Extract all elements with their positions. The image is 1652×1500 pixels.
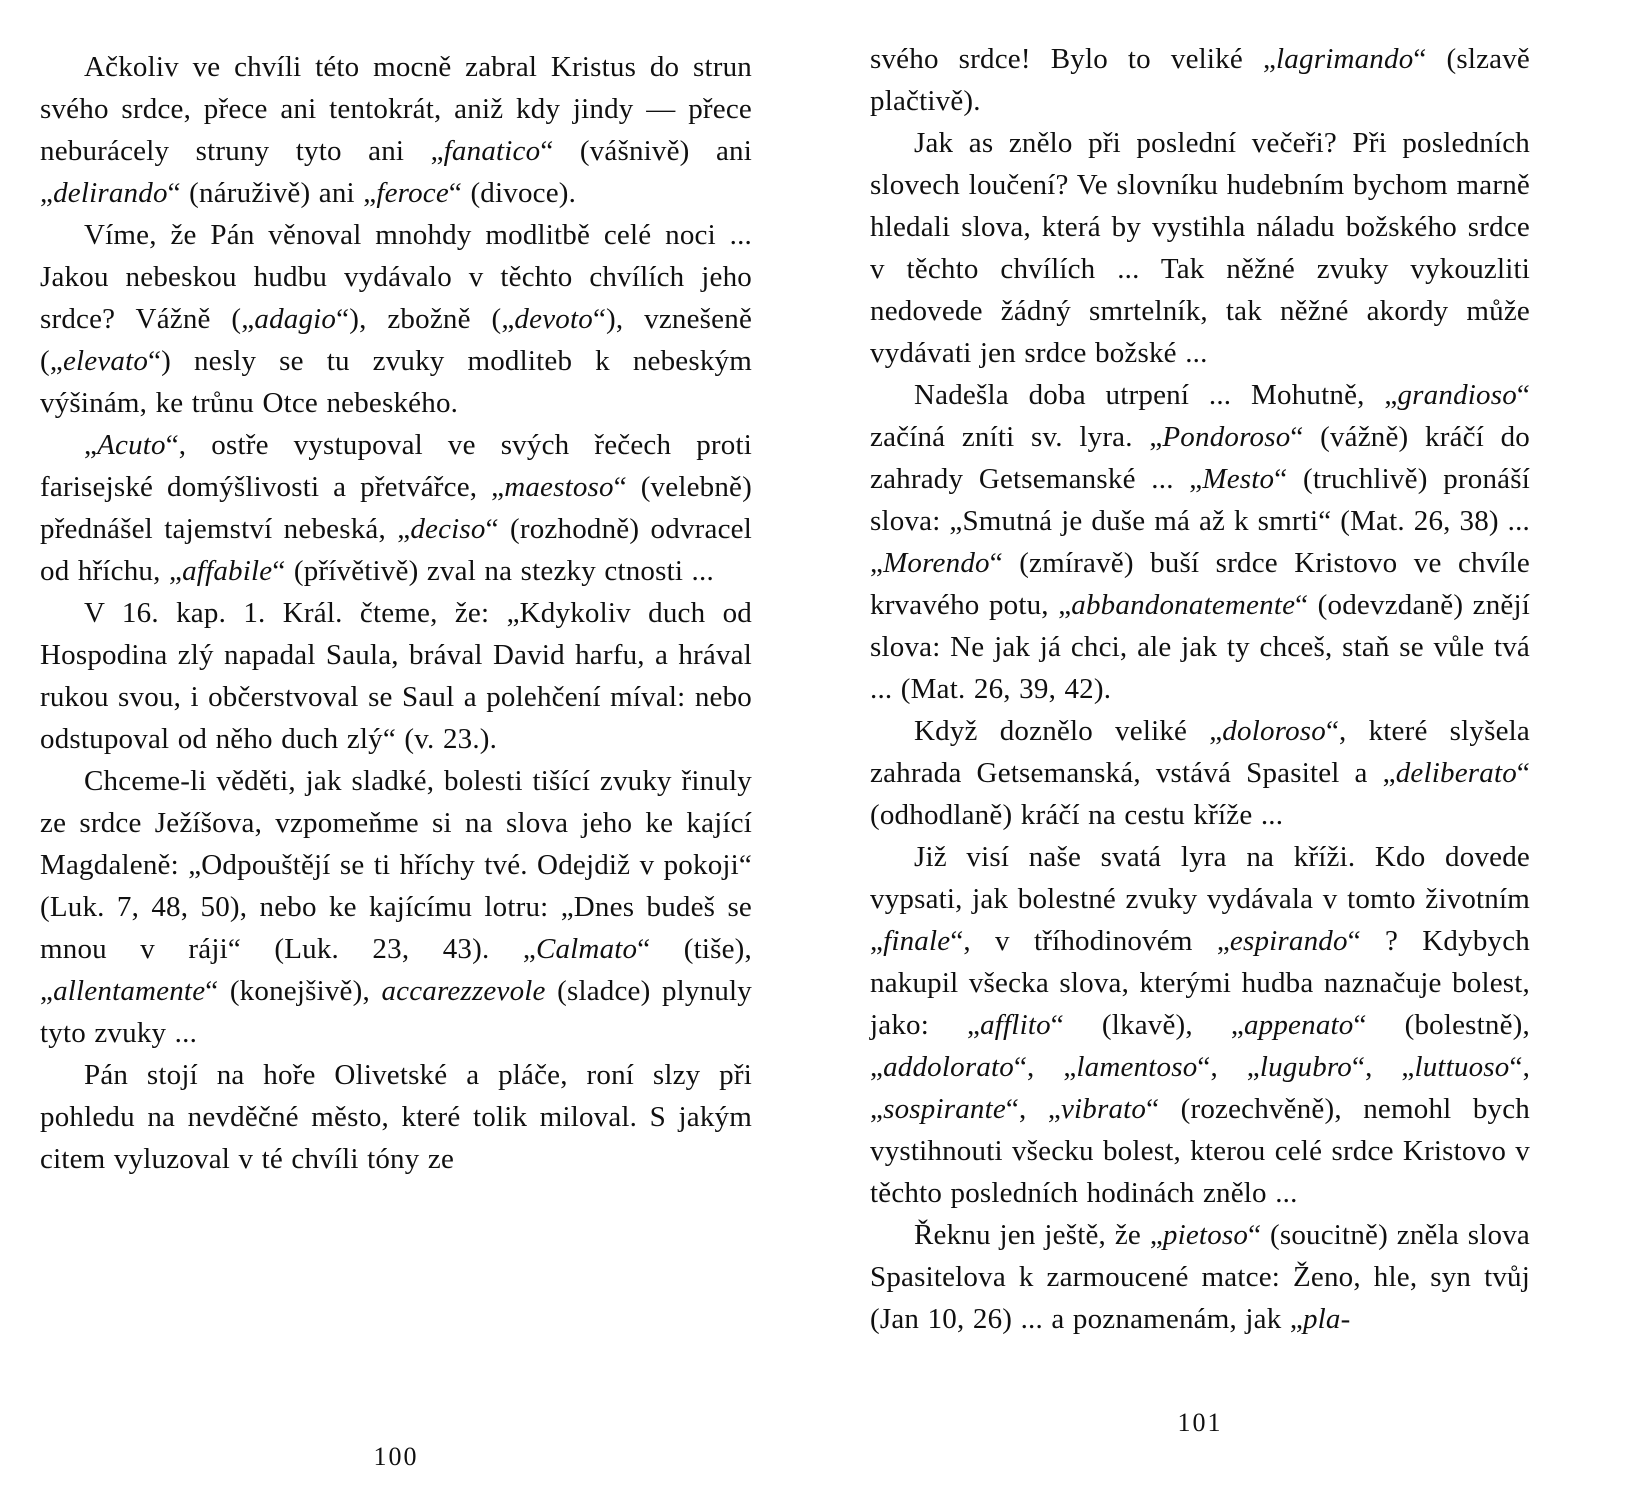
musical-term: luttuoso: [1414, 1051, 1510, 1083]
musical-term: appenato: [1243, 1009, 1354, 1041]
musical-term: pla-: [1302, 1303, 1351, 1335]
paragraph: Chceme-li věděti, jak sladké, bolesti tišící zvuky řinuly ze srdce Ježíšova, vzpomeňme si na slova jeho ke kající Magdaleně: „Odpouštějí se ti hříchy tvé. Odejdiž v pokoji“ (Luk. 7, 48, 50), nebo ke kajícímu lotru: „Dnes budeš se mnou v ráji“ (Luk. 23, 43). „Calmato“ (tiše), „allentamente“ (konejšivě), accarezzevole (sladce) plynuly tyto zvuky ...: [40, 765, 752, 1049]
musical-term: affabile: [182, 555, 273, 587]
musical-term: sospirante: [883, 1093, 1006, 1125]
page-101-text: [870, 38, 1530, 1340]
musical-term: devoto: [514, 303, 593, 335]
musical-term: lagrimando: [1276, 43, 1414, 75]
musical-term: Acuto: [97, 429, 166, 461]
musical-term: abbandonatemente: [1071, 589, 1296, 621]
musical-term: pietoso: [1162, 1219, 1249, 1251]
page-100-text: [40, 46, 752, 1180]
musical-term: feroce: [376, 177, 449, 209]
paragraph: Již visí naše svatá lyra na kříži. Kdo dovede vypsati, jak bolestné zvuky vydávala v tomto životním „finale“, v tříhodinovém „espirando“ ? Kdybych nakupil všecka slova, kterými hudba naznačuje bolest, jako: „afflito“ (lkavě), „appenato“ (bolestně), „addolorato“, „lamentoso“, „lugubro“, „luttuoso“, „sospirante“, „vibrato“ (rozechvěně), nemohl bych vystihnouti všecku bolest, kterou celé srdce Kristovo v těchto posledních hodinách znělo ...: [870, 841, 1531, 1209]
paragraph: V 16. kap. 1. Král. čteme, že: „Kdykoliv duch od Hospodina zlý napadal Saula, brával David harfu, a hrával rukou svou, i občerstvoval se Saul a polehčení míval: nebo odstupoval od něho duch zlý“ (v. 23.).: [40, 597, 752, 755]
musical-term: Mesto: [1202, 463, 1275, 495]
musical-term: vibrato: [1060, 1093, 1147, 1125]
paragraph: Řeknu jen ještě, že „pietoso“ (soucitně) zněla slova Spasitelova k zarmoucené matce: Ženo, hle, syn tvůj (Jan 10, 26) ... a poznamenám, jak „pla-: [870, 1219, 1531, 1335]
musical-term: afflito: [980, 1009, 1051, 1041]
musical-term: finale: [883, 925, 951, 957]
page-100-number: 100: [373, 1442, 419, 1471]
paragraph: Když doznělo veliké „doloroso“, které slyšela zahrada Getsemanská, vstává Spasitel a „deliberato“ (odhodlaně) kráčí na cestu kříže ...: [870, 715, 1530, 831]
musical-term: espirando: [1229, 925, 1348, 957]
musical-term: doloroso: [1222, 715, 1326, 747]
paragraph: Ačkoliv ve chvíli této mocně zabral Kristus do strun svého srdce, přece ani tentokrát, aniž kdy jindy — přece neburácely struny tyto ani „fanatico“ (vášnivě) ani „delirando“ (náruživě) ani „feroce“ (divoce).: [40, 51, 753, 209]
musical-term: lugubro: [1259, 1051, 1353, 1083]
paragraph: „Acuto“, ostře vystupoval ve svých řečech proti farisejské domýšlivosti a přetvářce, „maestoso“ (velebně) přednášel tajemství nebeská, „deciso“ (rozhodně) odvracel od hříchu, „affabile“ (přívětivě) zval na stezky ctnosti ...: [40, 429, 752, 587]
page-101-number: 101: [1177, 1408, 1223, 1437]
musical-term: lamentoso: [1076, 1051, 1198, 1083]
page-101: [800, 0, 1652, 1500]
musical-term: Morendo: [883, 547, 990, 579]
musical-term: elevato: [62, 345, 149, 377]
musical-term: allentamente: [53, 975, 206, 1007]
paragraph: Jak as znělo při poslední večeři? Při posledních slovech loučení? Ve slovníku hudebním bychom marně hledali slova, která by vystihla náladu božského srdce v těchto chvílích ... Tak něžné zvuky vykouzliti nedovede žádný smrtelník, tak něžné akordy může vydávati jen srdce božské ...: [870, 127, 1530, 369]
page-100: [0, 0, 800, 1500]
paragraph: Víme, že Pán věnoval mnohdy modlitbě celé noci ... Jakou nebeskou hudbu vydávalo v těchto chvílích jeho srdce? Vážně („adagio“), zbožně („devoto“), vznešeně („elevato“) nesly se tu zvuky modliteb k nebeským výšinám, ke trůnu Otce nebeského.: [40, 219, 753, 419]
musical-term: deciso: [410, 513, 486, 545]
musical-term: adagio: [254, 303, 337, 335]
musical-term: fanatico: [443, 135, 541, 167]
musical-term: Pondoroso: [1162, 421, 1291, 453]
musical-term: maestoso: [504, 471, 614, 503]
paragraph: Nadešla doba utrpení ... Mohutně, „grandioso“ začíná zníti sv. lyra. „Pondoroso“ (vážně) kráčí do zahrady Getsemanské ... „Mesto“ (truchlivě) pronáší slova: „Smutná je duše má až k smrti“ (Mat. 26, 38) ... „Morendo“ (zmíravě) buší srdce Kristovo ve chvíle krvavého potu, „abbandonatemente“ (odevzdaně) znějí slova: Ne jak já chci, ale jak ty chceš, staň se vůle tvá ... (Mat. 26, 39, 42).: [870, 379, 1530, 705]
musical-term: Calmato: [535, 933, 638, 965]
musical-term: deliberato: [1395, 757, 1517, 789]
paragraph: svého srdce! Bylo to veliké „lagrimando“ (slzavě plačtivě).: [870, 43, 1530, 117]
paragraph: Pán stojí na hoře Olivetské a pláče, roní slzy při pohledu na nevděčné město, které tolik miloval. S jakým citem vyluzoval v té chvíli tóny ze: [40, 1059, 752, 1175]
musical-term: accarezzevole: [381, 975, 546, 1007]
musical-term: delirando: [53, 177, 168, 209]
musical-term: addolorato: [883, 1051, 1014, 1083]
musical-term: grandioso: [1397, 379, 1517, 411]
